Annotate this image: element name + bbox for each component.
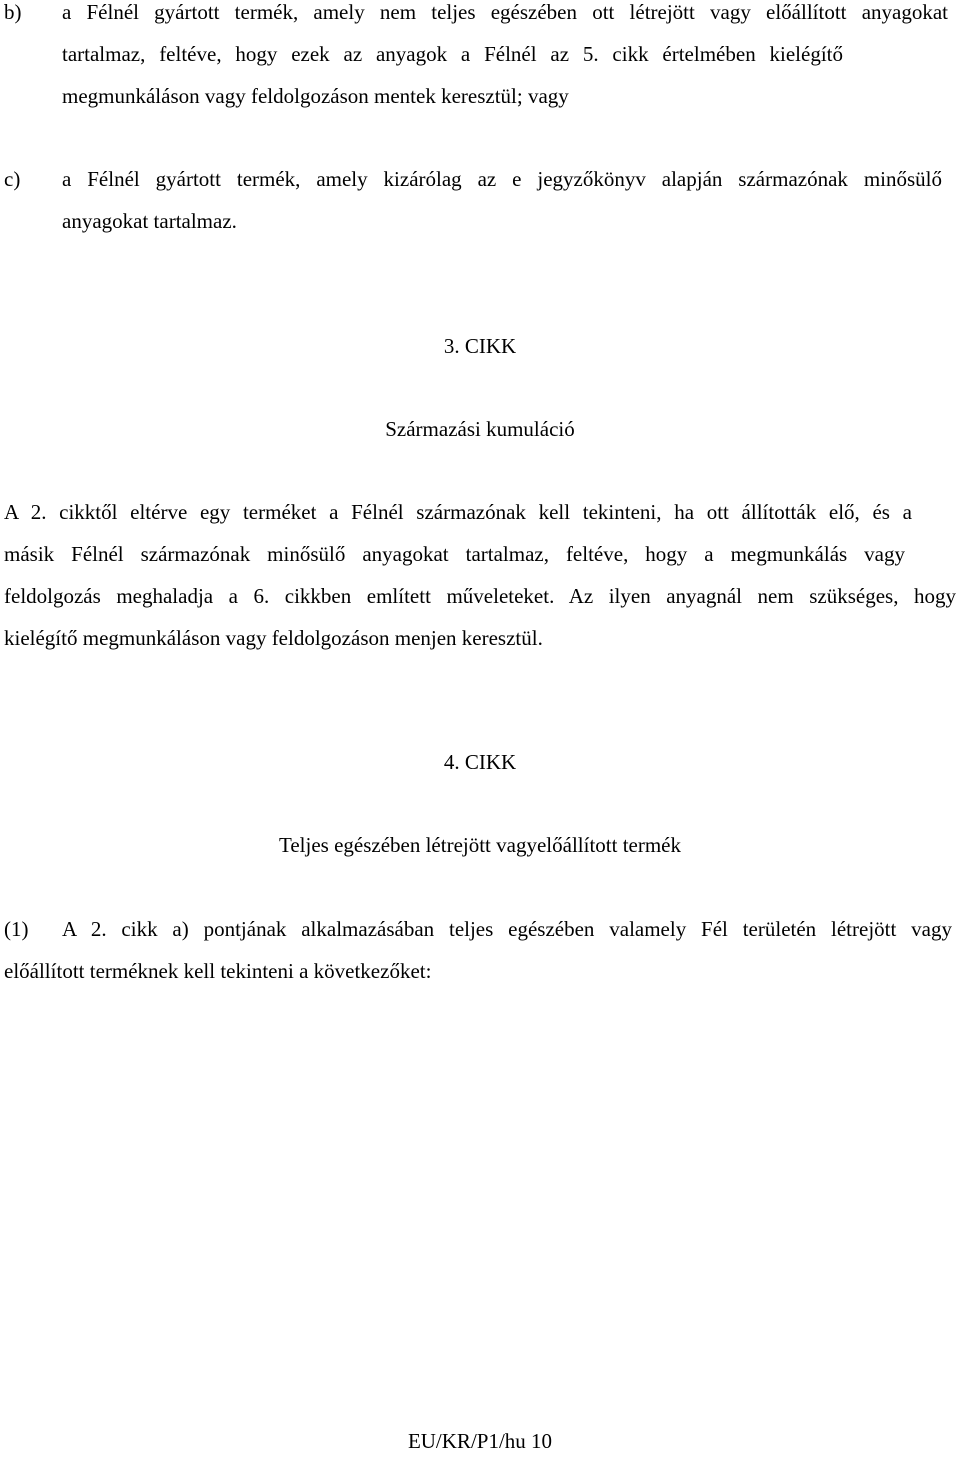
item-text-line: a Félnél gyártott termék, amely kizárólag az e jegyzőkönyv alapján származónak minősülő [62, 167, 942, 191]
item-text-line: a Félnél gyártott termék, amely nem teljes egészében ott létrejött vagy előállított anyagokat [62, 0, 948, 24]
item-text-line: megmunkáláson vagy feldolgozáson mentek keresztül; vagy [62, 84, 569, 108]
paragraph-line: kielégítő megmunkáláson vagy feldolgozáson menjen keresztül. [4, 626, 543, 650]
paragraph-line: előállított terméknek kell tekinteni a következőket: [4, 959, 432, 983]
article-number: 4. CIKK [443, 750, 517, 774]
paragraph-line: A 2. cikktől eltérve egy terméket a Félnél származónak kell tekinteni, ha ott állították elő, és a [4, 500, 912, 524]
paragraph-line: A 2. cikk a) pontjának alkalmazásában teljes egészében valamely Fél területén létrejött vagy [62, 917, 952, 941]
item-text-line: tartalmaz, feltéve, hogy ezek az anyagok a Félnél az 5. cikk értelmében kielégítő [62, 42, 843, 66]
page-footer-reference: EU/KR/P1/hu 10 [407, 1429, 553, 1453]
article-title: Származási kumuláció [385, 417, 575, 441]
paragraph-line: másik Félnél származónak minősülő anyagokat tartalmaz, feltéve, hogy a megmunkálás vagy [4, 542, 905, 566]
item-marker: (1) [4, 917, 29, 941]
item-marker: c) [4, 167, 21, 191]
paragraph-line: feldolgozás meghaladja a 6. cikkben említett műveleteket. Az ilyen anyagnál nem szükséges, hogy [4, 584, 956, 608]
article-title: Teljes egészében létrejött vagyelőállított termék [278, 833, 682, 857]
article-number: 3. CIKK [443, 334, 517, 358]
item-marker: b) [4, 0, 22, 24]
item-text-line: anyagokat tartalmaz. [62, 209, 237, 233]
